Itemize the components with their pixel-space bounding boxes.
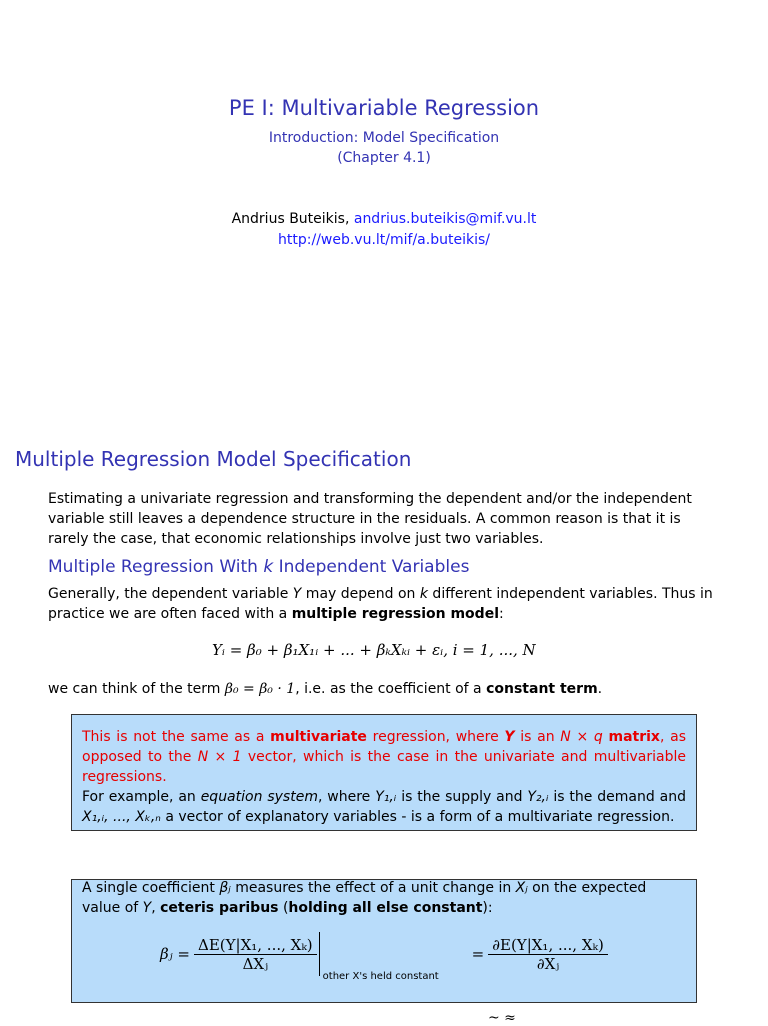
general-paragraph: Generally, the dependent variable Y may depend on k different independent variables. Thus in practice we are often faced with a multiple regression model:: [48, 586, 713, 622]
author-name: Andrius Buteikis,: [231, 211, 350, 227]
chapter-label: (Chapter 4.1): [337, 150, 431, 166]
delta-fraction: $\frac{\text{ΔE(Y|X₁, ..., Xₖ)}}{\text{ΔXⱼ}}$: [194, 936, 317, 973]
author-website-link[interactable]: http://web.vu.lt/mif/a.buteikis/: [278, 232, 490, 248]
intro-paragraph: Estimating a univariate regression and transforming the dependent and/or the independent variable still leaves a dependence structure in the residuals. A common reason is that it is rarely the case, that economic relationships involve just two variables.: [48, 491, 692, 547]
author-line: [0, 211, 768, 227]
marginal-effect-formula: βⱼ = $\frac{\text{ΔE(Y|X₁, ..., Xₖ)}}{\text{ΔXⱼ}}$ other X's held constant = $\frac{\text{∂E(Y|X₁, ..., Xₖ)}}{\text{∂Xⱼ}}$: [160, 932, 608, 976]
regression-equation: Yᵢ = β₀ + β₁X₁ᵢ + ... + βₖXₖᵢ + εᵢ, i = 1, ..., N: [212, 641, 536, 659]
constant-term-paragraph: we can think of the term β₀ = β₀ · 1, i.e. as the coefficient of a constant term.: [48, 681, 603, 697]
presentation-subtitle: Introduction: Model Specification: [268, 130, 500, 146]
multivariate-note-box: [71, 714, 697, 831]
ceteris-paribus-text: A single coefficient βⱼ measures the effect of a unit change in Xⱼ on the expected value of Y, ceteris paribus (holding all else constant):: [82, 880, 647, 916]
partial-fraction: $\frac{\text{∂E(Y|X₁, ..., Xₖ)}}{\text{∂Xⱼ}}$: [488, 936, 608, 973]
evaluation-bar: other X's held constant: [319, 932, 468, 976]
footer-symbols: ~ ≈: [488, 1010, 516, 1026]
author-email-link[interactable]: andrius.buteikis@mif.vu.lt: [353, 211, 537, 227]
presentation-title: PE I: Multivariable Regression: [228, 96, 540, 120]
block-title: Multiple Regression With k Independent Variables: [48, 557, 470, 577]
title-slide: [0, 0, 768, 430]
ceteris-paribus-box: [71, 879, 697, 1003]
multivariate-note-text: This is not the same as a multivariate regression, where Y is an N × q matrix, as opposed to the N × 1 vector, which is the case in the univariate and multivariable regressions. For example, an equation system, where Y₁,ᵢ is the supply and Y₂,ᵢ is the demand and X₁,ᵢ, ..., Xₖ,ₙ a vector of explanatory variables - is a form of a multivariate regression.: [82, 729, 686, 825]
frame-title: Multiple Regression Model Specification: [15, 447, 412, 471]
